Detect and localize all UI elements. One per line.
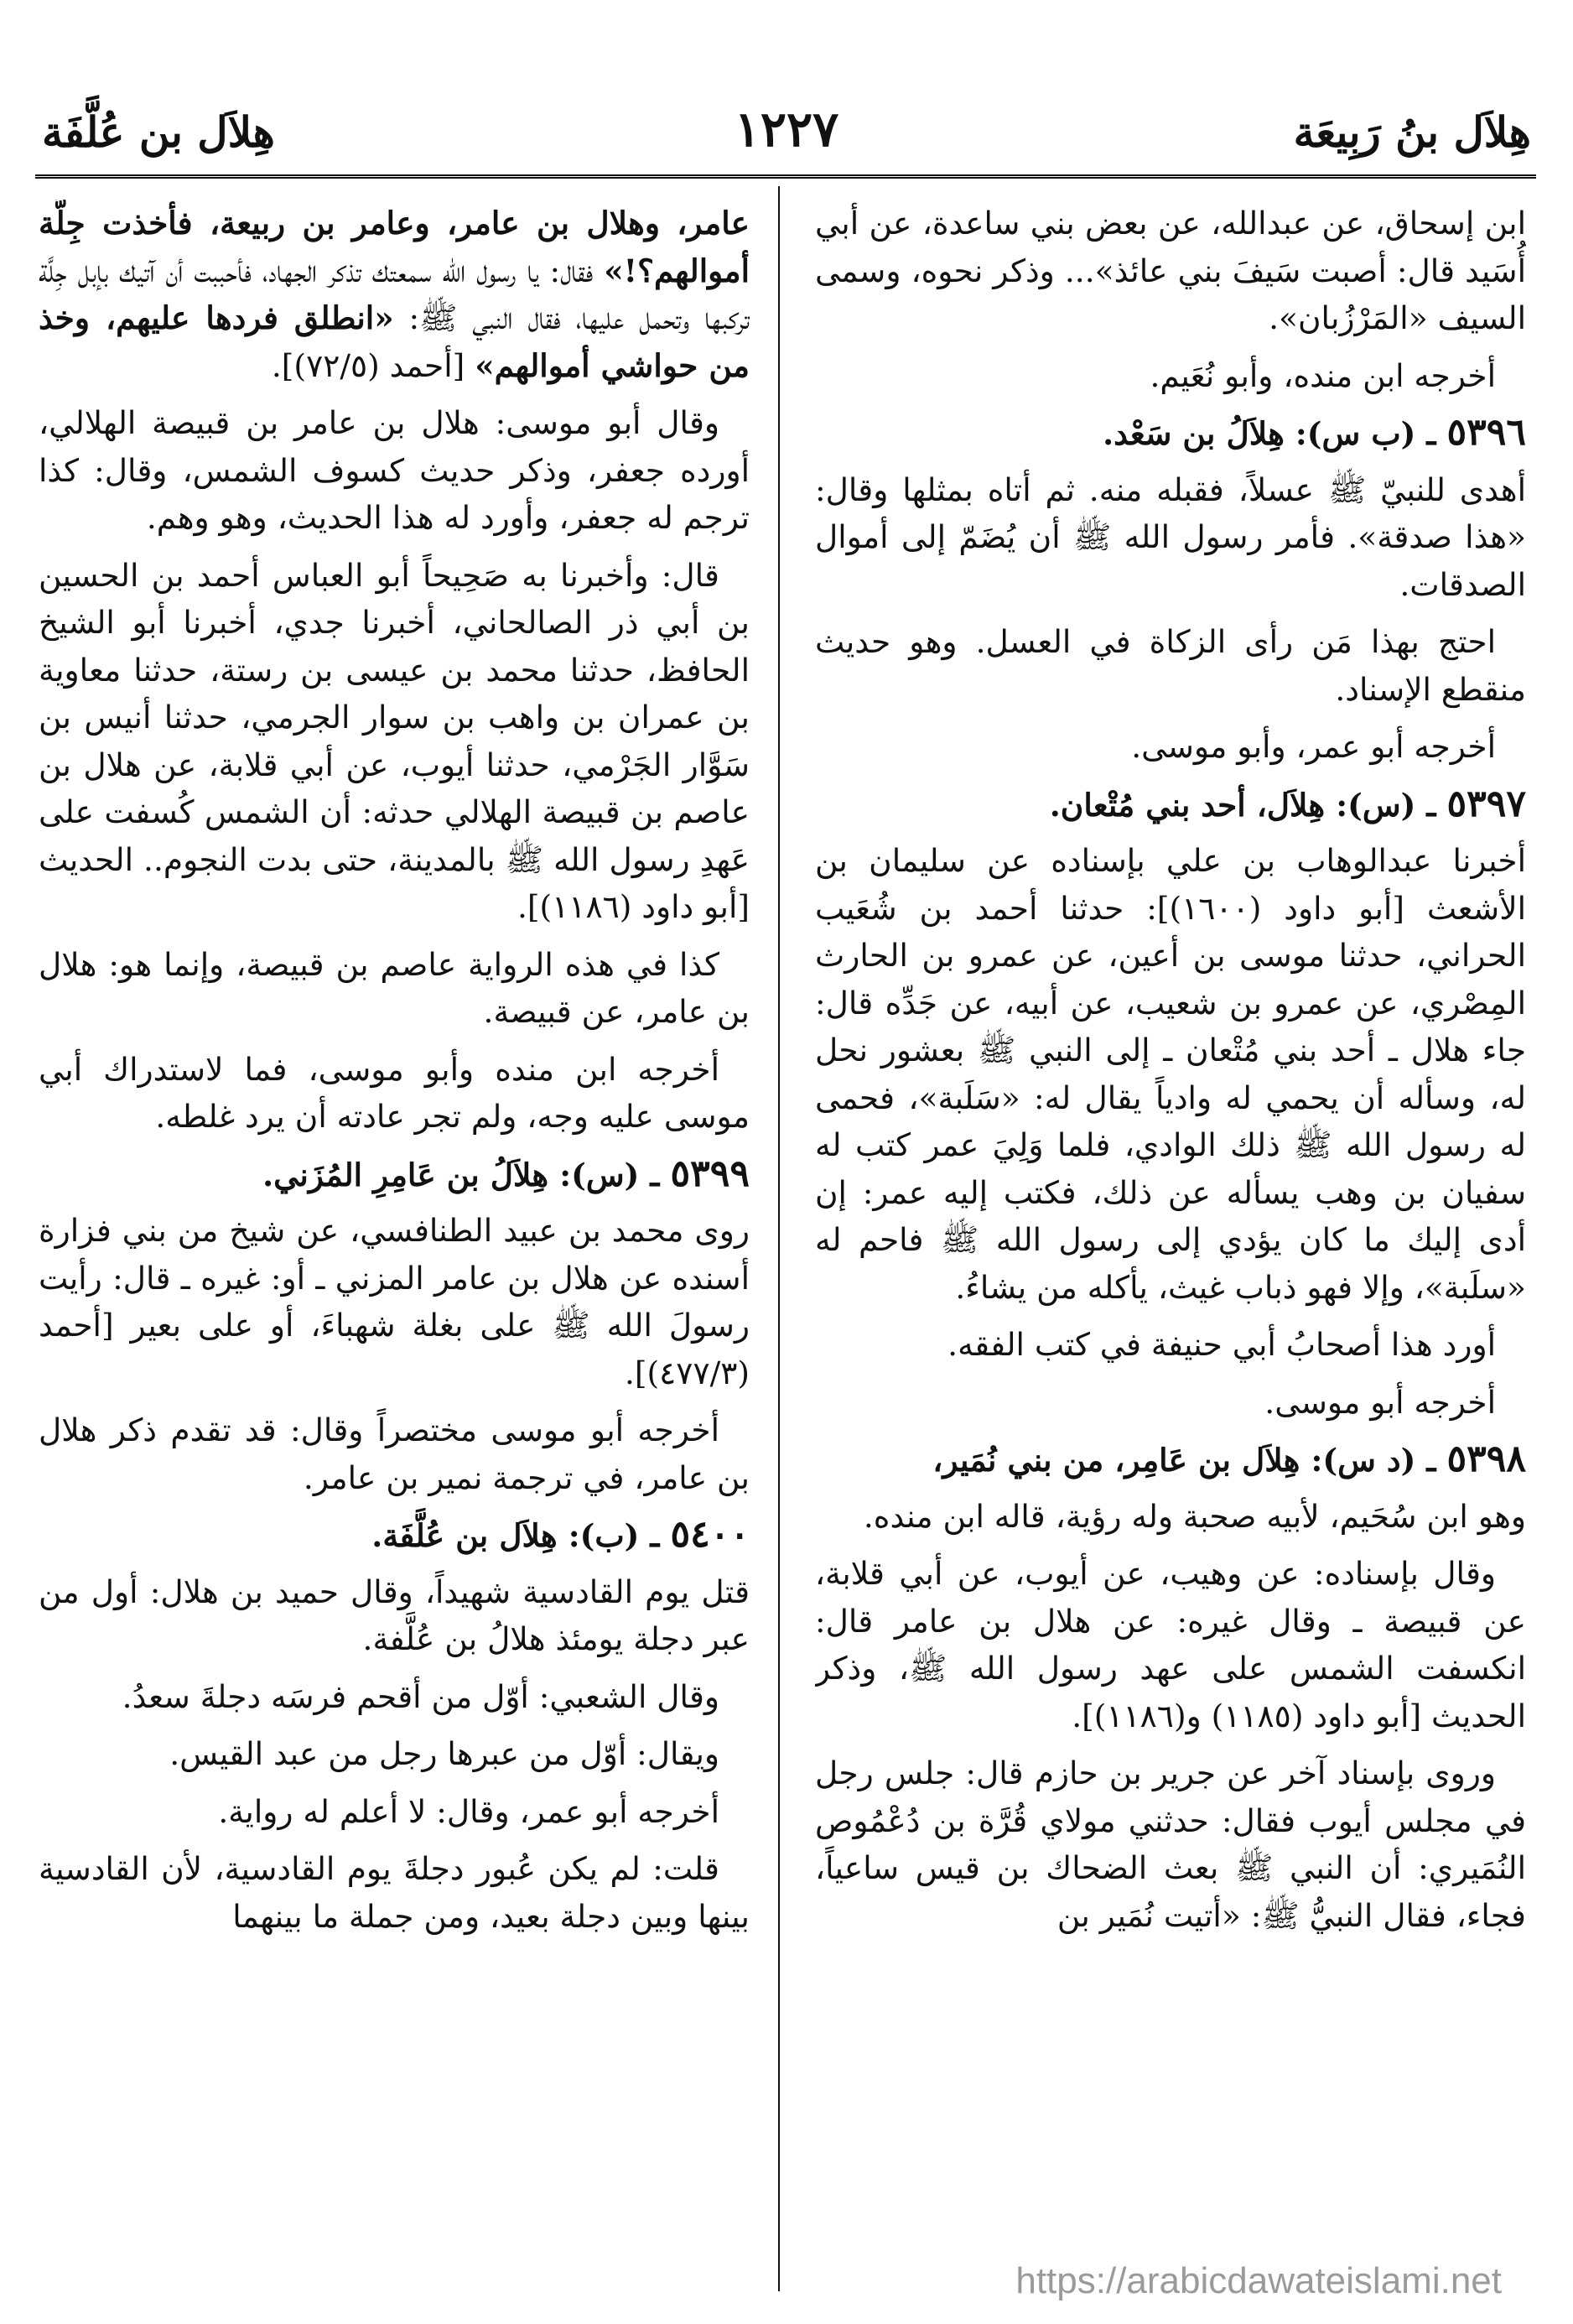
column-divider xyxy=(778,186,780,2291)
entry-number: ٥٣٩٨ xyxy=(1446,1438,1526,1480)
left-column xyxy=(39,200,750,2271)
page-number: ١٢٢٧ xyxy=(734,101,839,158)
paragraph: أخرجه أبو موسى مختصراً وقال: قد تقدم ذكر هلال بن عامر، في ترجمة نمير بن عامر. xyxy=(39,1412,750,1496)
header-rule xyxy=(35,174,1536,179)
paragraph: أخرجه أبو موسى. xyxy=(1264,1383,1496,1421)
paragraph: ويقال: أوّل من عبرها رجل من عبد القيس. xyxy=(169,1735,719,1772)
paragraph: كذا في هذه الرواية عاصم بن قبيصة، وإنما هو: هلال بن عامر، عن قبيصة. xyxy=(39,945,750,1030)
entry-number: ٥٣٩٩ xyxy=(670,1152,750,1195)
entry-title: ـ (س): هِلاَل، أحد بني مُتْعان. xyxy=(1049,786,1447,824)
entry-title: ـ (د س): هِلاَل بن عَامِر، من بني نُمَير، xyxy=(932,1442,1447,1479)
paragraph xyxy=(39,200,750,389)
paragraph: روى محمد بن عبيد الطنافسي، عن شيخ من بني فزارة أسنده عن هلال بن عامر المزني ـ أو: غيره ـ قال: رأيت رسولَ الله ﷺ على بغلة شهباءَ، أو على بعير [أحمد (٤٧٧/٣)]. xyxy=(39,1212,750,1391)
paragraph: أخرجه أبو عمر، وأبو موسى. xyxy=(1131,728,1496,765)
paragraph: وقال الشعبي: أوّل من أقحم فرسَه دجلةَ سعدُ. xyxy=(122,1677,719,1715)
entry-heading-5398 xyxy=(815,1436,1526,1484)
paragraph: قال: وأخبرنا به صَحِيحاً أبو العباس أحمد بن الحسين بن أبي ذر الصالحاني، أخبرنا جدي، أخبرنا أبو الشيخ الحافظ، حدثنا محمد بن عيسى بن رستة، حدثنا معاوية بن عمران بن واهب بن سوار الجرمي، حدثنا أنيس بن سَوَّار الجَرْمي، حدثنا أيوب، عن أبي قلابة، عن هلال بن عاصم بن قبيصة الهلالي حدثه: أن الشمس كُسفت على عَهدِ رسول الله ﷺ بالمدينة، حتى بدت النجوم.. الحديث [أبو داود (١١٨٦)]. xyxy=(39,556,750,925)
paragraph: وهو ابن سُحَيم، لأبيه صحبة وله رؤية، قاله ابن منده. xyxy=(863,1497,1526,1535)
right-column xyxy=(815,200,1526,2271)
entry-heading-5399 xyxy=(39,1151,750,1199)
entry-number: ٥٣٩٧ xyxy=(1446,782,1526,825)
paragraph: أخرجه ابن منده وأبو موسى، فما لاستدراك أبي موسى عليه وجه، ولم تجر عادته أن يرد غلطه. xyxy=(39,1050,750,1135)
paragraph: وقال بإسناده: عن وهيب، عن أيوب، عن أبي قلابة، عن قبيصة ـ وقال غيره: عن هلال بن عامر قال: انكسفت الشمس على عهد رسول الله ﷺ، وذكر الحديث [أبو داود (١١٨٥) و(١١٨٦)]. xyxy=(815,1555,1526,1734)
entry-heading-5400 xyxy=(39,1511,750,1560)
text-run: فقال: يا رسول الله سمعتك تذكر الجهاد، فأحببت أن آتيك بإبل جِلَّة تركبها وتحمل عليها، فقال النبي ﷺ: xyxy=(39,252,750,336)
paragraph: أهدى للنبيّ ﷺ عسلاً، فقبله منه. ثم أتاه بمثلها وقال: «هذا صدقة». فأمر رسول الله ﷺ أن يُضَمّ إلى أموال الصدقات. xyxy=(815,471,1526,603)
running-title-right: هِلاَل بنُ رَبِيعَة xyxy=(1293,107,1531,157)
paragraph: أورد هذا أصحابُ أبي حنيفة في كتب الفقه. xyxy=(947,1326,1496,1363)
paragraph: أخرجه ابن منده، وأبو نُعَيم. xyxy=(1150,356,1496,394)
entry-heading-5397 xyxy=(815,781,1526,829)
paragraph: وقال أبو موسى: هلال بن عامر بن قبيصة الهلالي، أورده جعفر، وذكر حديث كسوف الشمس، وقال: كذا ترجم له جعفر، وأورد له هذا الحديث، وهو وهم. xyxy=(39,404,750,536)
paragraph: أخرجه أبو عمر، وقال: لا أعلم له رواية. xyxy=(218,1792,719,1830)
paragraph: وروى بإسناد آخر عن جرير بن حازم قال: جلس رجل في مجلس أيوب فقال: حدثني مولاي قُرَّة بن دُعْمُوص النُمَيري: أن النبي ﷺ بعث الضحاك بن قيس ساعياً، فجاء، فقال النبيُّ ﷺ: «أتيت نُمَير بن xyxy=(815,1755,1526,1934)
watermark-url: https://arabicdawateislami.net xyxy=(1015,2260,1502,2301)
paragraph: احتج بهذا مَن رأى الزكاة في العسل. وهو حديث منقطع الإسناد. xyxy=(815,623,1526,708)
bold-quote: عامر، وهلال بن عامر، وعامر بن ربيعة، فأخذت جِلَّة أموالهم؟!» xyxy=(39,205,750,289)
paragraph: قتل يوم القادسية شهيداً، وقال حميد بن هلال: أول من عبر دجلة يومئذ هلالُ بن عُلَّفة. xyxy=(39,1573,750,1657)
entry-number: ٥٣٩٦ xyxy=(1446,411,1526,454)
page-header xyxy=(42,101,1531,168)
running-title-left: هِلاَل بن عُلَّفَة xyxy=(42,107,275,157)
entry-title: ـ (ب س): هِلاَلُ بن سَعْد. xyxy=(1103,415,1447,452)
paragraph: قلت: لم يكن عُبور دجلةَ يوم القادسية، لأن القادسية بينها وبين دجلة بعيد، ومن جملة ما بينهما xyxy=(39,1850,750,1935)
entry-heading-5396 xyxy=(815,409,1526,458)
reference: [أحمد (٧٢/٥)]. xyxy=(271,346,475,384)
entry-number: ٥٤٠٠ xyxy=(670,1513,750,1556)
entry-title: ـ (س): هِلاَلُ بن عَامِرِ المُزَني. xyxy=(262,1156,671,1193)
bold-quote: «انطلق فردها عليهم، وخذ من حواشي أموالهم» xyxy=(39,299,750,384)
entry-title: ـ (ب): هِلاَل بن عُلَّفَة. xyxy=(371,1517,671,1554)
paragraph: ابن إسحاق، عن عبدالله، عن بعض بني ساعدة، عن أبي أُسَيد قال: أصبت سَيفَ بني عائذ»... وذكر نحوه، وسمى السيف «المَرْزُبان». xyxy=(815,205,1526,336)
paragraph: أخبرنا عبدالوهاب بن علي بإسناده عن سليمان بن الأشعث [أبو داود (١٦٠٠)]: حدثنا أحمد بن شُعَيب الحراني، حدثنا موسى بن أعين، عن عمرو بن الحارث المِصْري، عن عمرو بن شعيب، عن أبيه، عن جَدِّه قال: جاء هلال ـ أحد بني مُتْعان ـ إلى النبي ﷺ بعشور نحل له، وسأله أن يحمي له وادياً يقال له: «سَلَبة»، فحمى له رسول الله ﷺ ذلك الوادي، فلما وَلِيَ عمر كتب له سفيان بن وهب يسأله عن ذلك، فكتب إليه عمر: إن أدى إليك ما كان يؤدي إلى رسول الله ﷺ فاحم له «سلَبة»، وإلا فهو ذباب غيث، يأكله من يشاءُ. xyxy=(815,842,1526,1306)
